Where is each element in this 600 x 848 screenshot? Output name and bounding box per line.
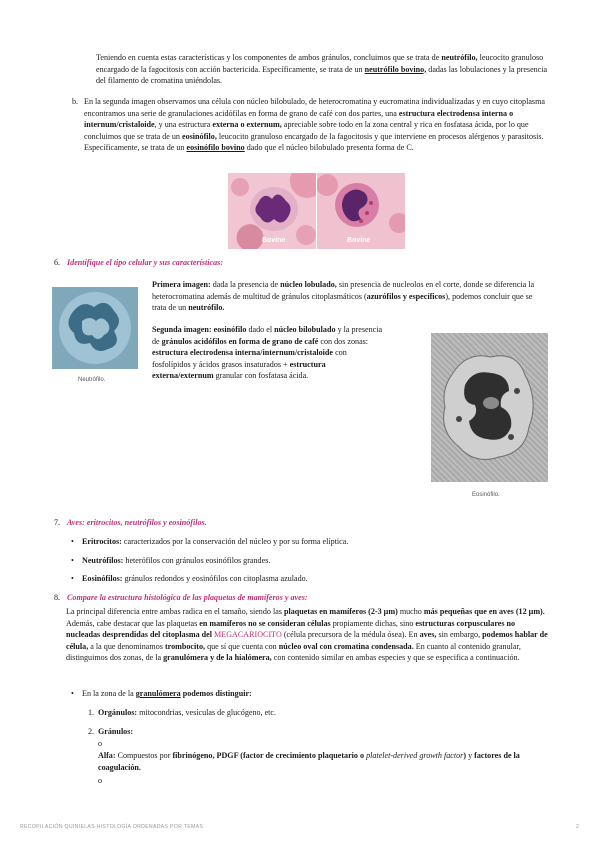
section-8-bullets — [66, 688, 548, 707]
section-7-title: Aves: eritrocitos, neutrófilos y eosinófilos. — [67, 518, 207, 527]
alfa-paragraph: Alfa: Compuestos por fibrinógeno, PDGF (factor de crecimiento plaquetario o platelet-derived growth factor) y factores de la coagulación. — [98, 751, 520, 772]
eosinophil-caption: Eosinófilo. — [472, 492, 500, 498]
circle-bullet-2: o — [98, 776, 103, 785]
neutrophil-micrograph — [52, 287, 138, 369]
section-6-second-image-paragraph: Segunda imagen: eosinófilo dado el núcleo bilobulado y la presencia de gránulos acidófilos en forma de grano de café con dos zonas: estructura electrodensa interna/internum/cristaloide con fosfolípidos y ácidos grasos insaturados + estructura externa/externum granular con fosfatasa ácida. — [152, 325, 383, 381]
neutrophil-caption: Neutrófilo. — [78, 377, 106, 383]
eosinophil-micrograph — [431, 333, 548, 482]
bovine-neutrophil-image — [228, 173, 316, 249]
intro-paragraph: Teniendo en cuenta estas características y los componentes de ambos gránulos, concluimos que se trata de neutrófilo, leucocito granuloso encargado de la fagocitosis con acción bactericida. Específicamente, se trata de un neutrófilo bovino, dadas las lobulaciones y la presencia del filamento de cromatina uniéndolas. — [96, 53, 548, 86]
bovine-eosinophil-image — [317, 173, 405, 249]
section-6-first-image-paragraph: Primera imagen: dada la presencia de núcleo lobulado, sin presencia de nucleolos en el corte, donde se diferencia la heterocromatina además de multitud de gránulos citoplasmáticos (azurófilos y específicos), podemos concluir que se trata de un neutrófilo. — [152, 280, 535, 313]
item-b-paragraph: En la segunda imagen observamos una célula con núcleo bilobulado, de heterocromatina y eucromatina individualizadas y en cuyo citoplasma encontramos una serie de granulaciones acidófilas en forma de grano de café con dos partes, una estructura electrodensa interna o internum/cristaloide, y una estructura externa o externum, apreciable sobre todo en la zona central y rica en fosfatasa ácida, por lo que concluimos que se trata de un eosinófilo, leucocito granuloso encargado de la fagocitosis y que interviene en procesos alérgenos y parasitosis. Específicamente, se trata de un eosinófilo bovino dado que el núcleo bilobulado presenta forma de C. — [84, 97, 545, 153]
page-number: 2 — [576, 824, 580, 830]
list-marker-b: b. — [72, 97, 79, 106]
section-7-list — [66, 536, 548, 592]
bovine-label-1: Bovine — [262, 237, 286, 244]
list-item: • Eritrocitos: caracterizados por la conservación del núcleo y por su forma elíptica. — [66, 536, 548, 548]
list-item: • Neutrófilos: heterófilos con gránulos eosinófilos grandes. — [66, 555, 548, 567]
bovine-label-2: Bovine — [347, 237, 371, 244]
section-8-title: Compare la estructura histológica de las plaquetas de mamíferos y aves: — [67, 593, 308, 602]
list-item: • En la zona de la granulómera podemos distinguir: — [66, 688, 548, 700]
section-8-number: 8. — [54, 593, 61, 602]
eosinophil-micrograph-drawing — [431, 333, 548, 482]
section-7-number: 7. — [54, 518, 61, 527]
section-6-title: Identifique el tipo celular y sus características: — [67, 258, 224, 267]
neutrophil-micrograph-drawing — [52, 287, 138, 369]
list-item: • Eosinófilos: gránulos redondos y eosinófilos con citoplasma azulado. — [66, 573, 548, 585]
sub-item-2: Gránulos: — [98, 727, 134, 736]
sub-item-2-number: 2. — [88, 727, 95, 736]
section-8-paragraph: La principal diferencia entre ambas radica en el tamaño, siendo las plaquetas en mamíferos (2-3 µm) mucho más pequeñas que en aves (12 µm). Además, cabe destacar que las plaquetas en mamíferos no se consideran células propiamente dichas, sino estructuras corpusculares no nucleadas desprendidas del citoplasma del MEGACARIOCITO (célula precursora de la médula ósea). En aves, sin embargo, podemos hablar de célula, a la que denominamos trombocito, que sí que cuenta con núcleo oval con cromatina condensada. En cuanto al contenido granular, distinguimos dos zonas, de la granulómera y de la hialómera, con contenido similar en ambas especies y que se especifica a continuación. — [66, 607, 548, 663]
sub-item-1-number: 1. — [88, 708, 95, 717]
sub-item-1: Orgánulos: mitocondrias, vesículas de glucógeno, etc. — [98, 708, 277, 717]
section-6-number: 6. — [54, 258, 61, 267]
footer-title: RECOPILACIÓN QUINIELAS HISTOLOGÍA ORDENADAS POR TEMAS — [20, 824, 204, 830]
circle-bullet-1: o — [98, 739, 103, 748]
